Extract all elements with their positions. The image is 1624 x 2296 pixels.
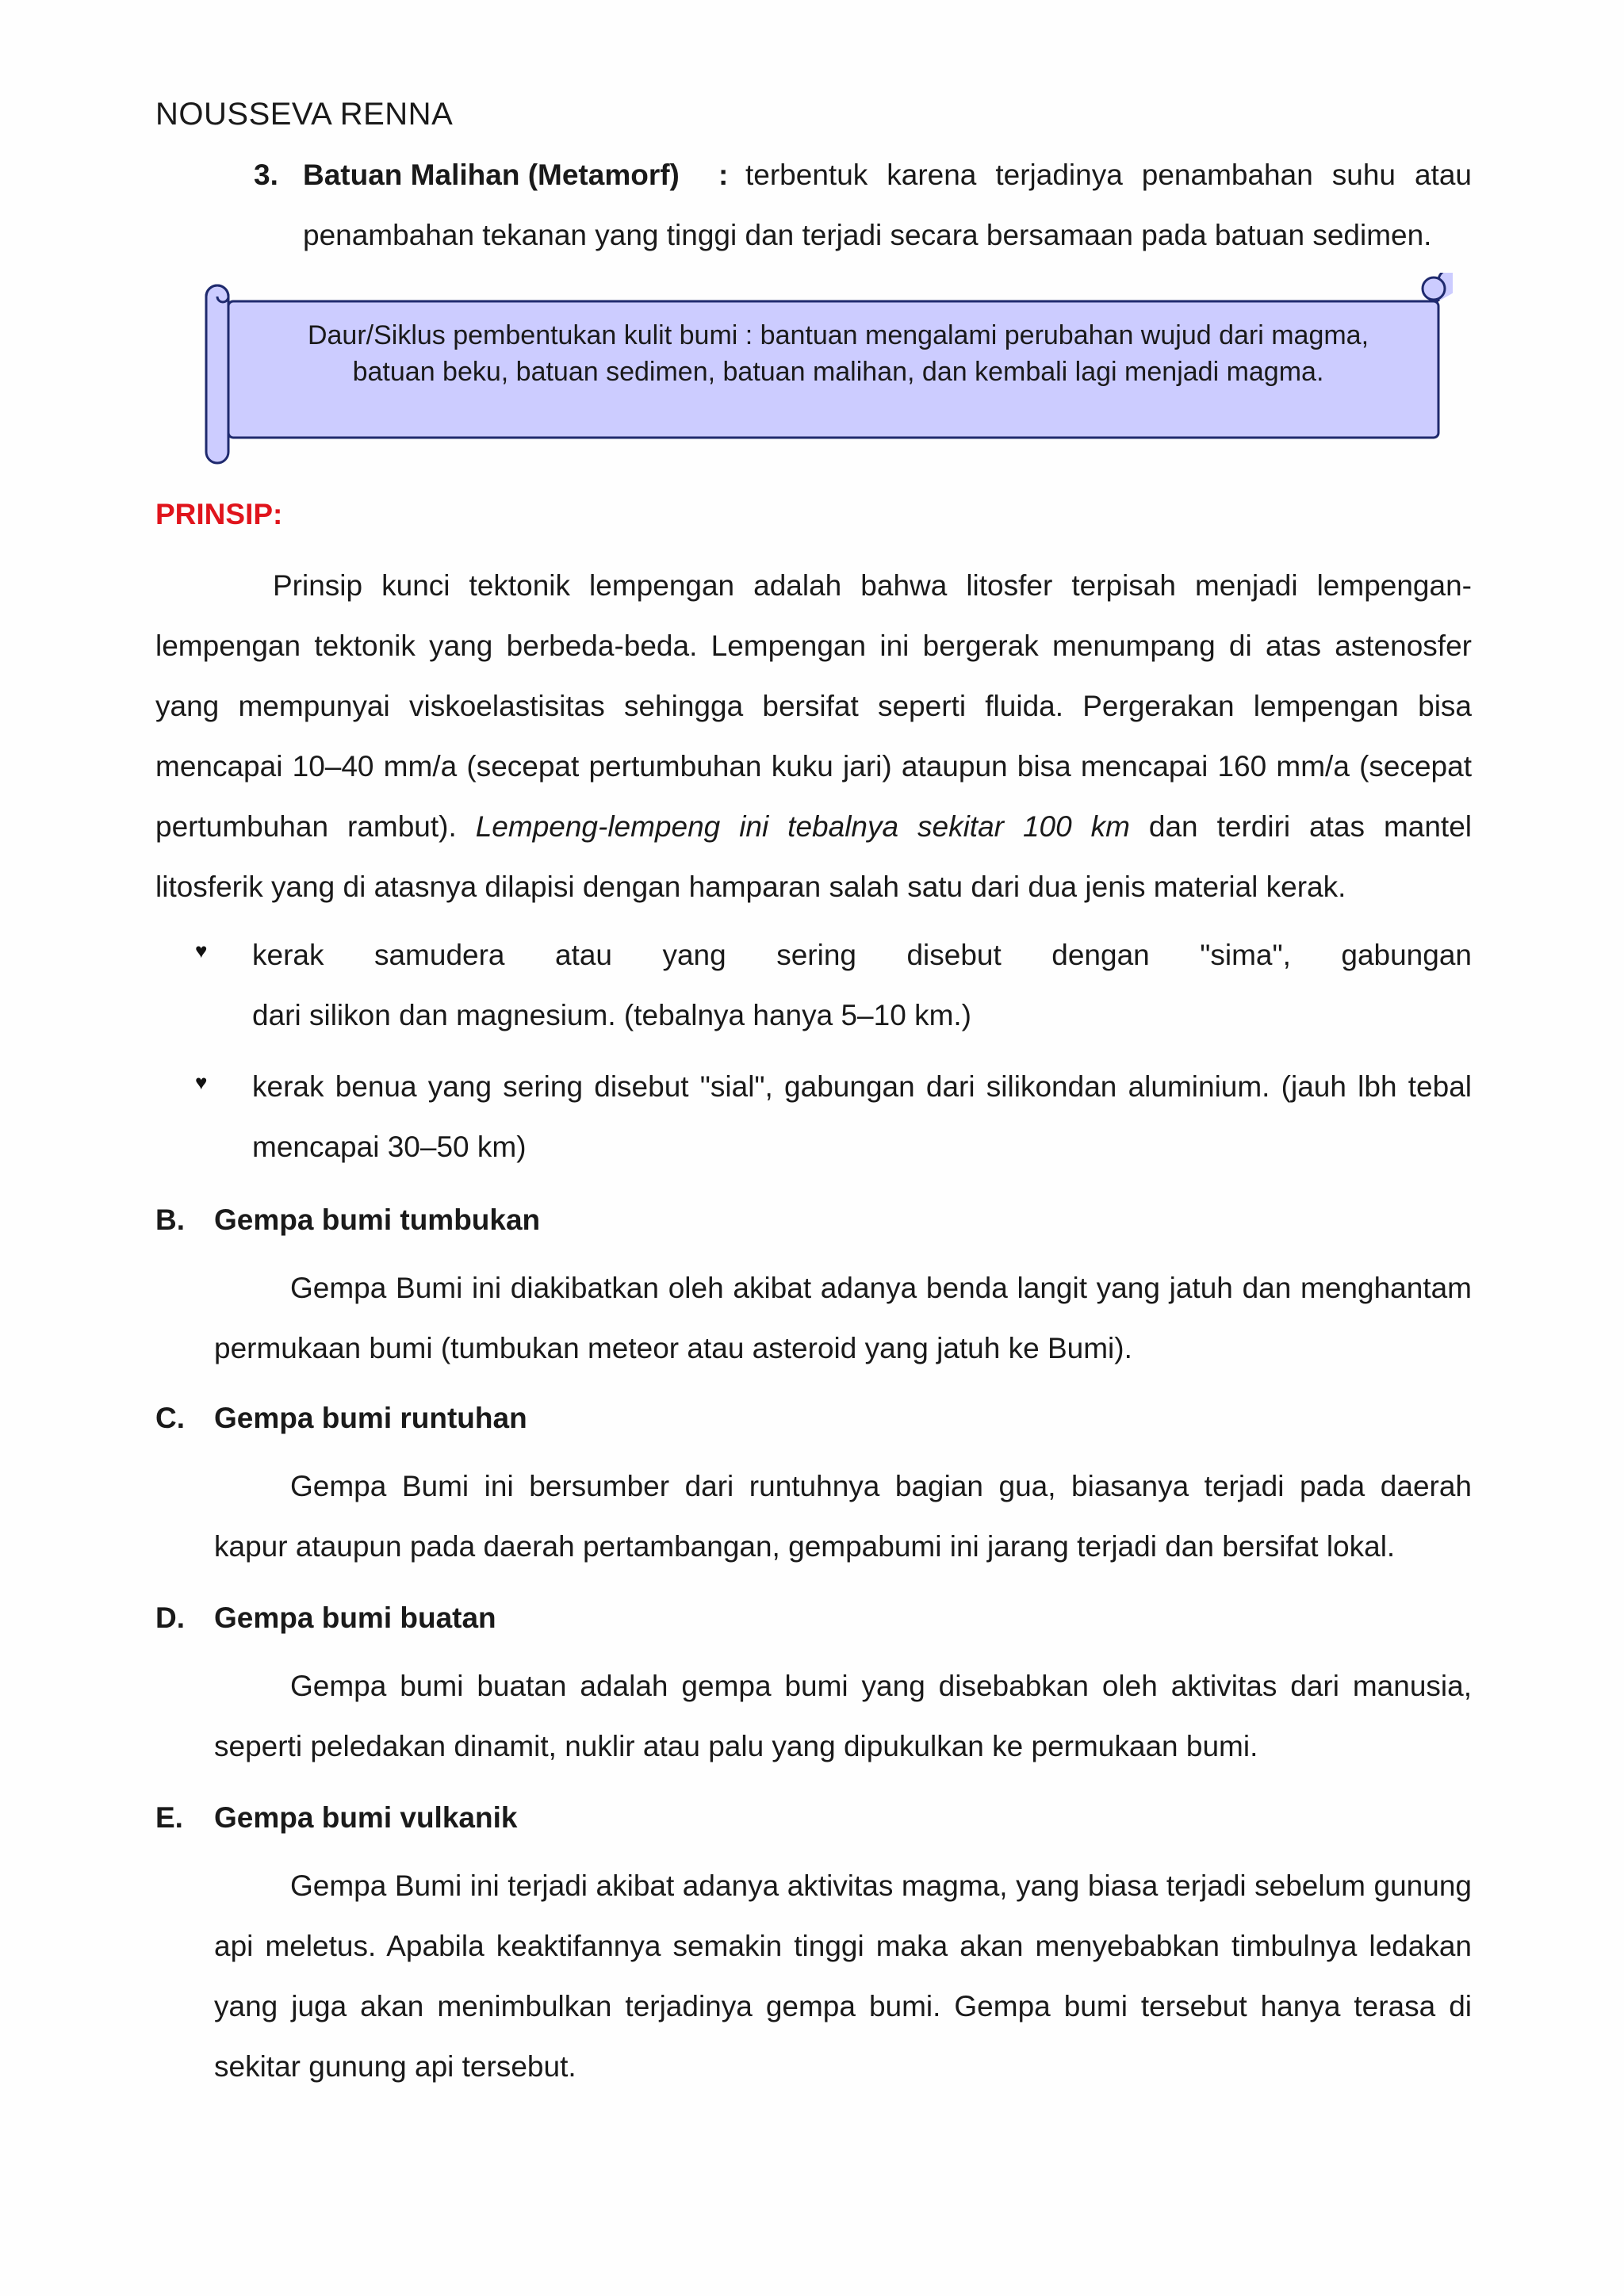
bullet-2-line-1: kerak benua yang sering disebut "sial", gabungan dari silikondan aluminium. (jauh lbh tebal	[252, 1070, 1472, 1103]
heart-bullet-icon: ♥	[195, 939, 208, 962]
scroll-callout-text	[255, 317, 1421, 390]
section-b-letter: B.	[155, 1203, 185, 1236]
item3-colon: :	[718, 159, 729, 191]
section-e-line-1: Gempa Bumi ini terjadi akibat adanya aktivitas magma, yang biasa terjadi sebelum gunung	[290, 1869, 1472, 1902]
prinsip-heading: PRINSIP:	[155, 498, 283, 530]
section-c-letter: C.	[155, 1402, 185, 1434]
prinsip-line-3: yang mempunyai viskoelastisitas sehingga bersifat seperti fluida. Pergerakan lempengan bisa	[155, 690, 1472, 722]
section-e-letter: E.	[155, 1801, 183, 1834]
section-b-line-2: permukaan bumi (tumbukan meteor atau asteroid yang jatuh ke Bumi).	[214, 1332, 1132, 1364]
section-c-title: Gempa bumi runtuhan	[214, 1402, 527, 1434]
section-d-line-1: Gempa bumi buatan adalah gempa bumi yang disebabkan oleh aktivitas dari manusia,	[290, 1670, 1472, 1702]
section-d-title: Gempa bumi buatan	[214, 1601, 496, 1634]
bullet-2-line-2: mencapai 30–50 km)	[252, 1131, 527, 1163]
item3-term: Batuan Malihan (Metamorf)	[303, 159, 680, 191]
section-d-line-2: seperti peledakan dinamit, nuklir atau palu yang dipukulkan ke permukaan bumi.	[214, 1730, 1258, 1762]
author-header: NOUSSEVA RENNA	[155, 97, 454, 132]
section-b-title: Gempa bumi tumbukan	[214, 1203, 541, 1236]
item3-definition-line2: penambahan tekanan yang tinggi dan terjadi secara bersamaan pada batuan sedimen.	[303, 219, 1432, 251]
section-c-line-1: Gempa Bumi ini bersumber dari runtuhnya bagian gua, biasanya terjadi pada daerah	[290, 1470, 1472, 1502]
prinsip-line-4: mencapai 10–40 mm/a (secepat pertumbuhan kuku jari) ataupun bisa mencapai 160 mm/a (secepat	[155, 750, 1472, 783]
prinsip-line-5-a: pertumbuhan rambut).	[155, 810, 457, 843]
section-d-letter: D.	[155, 1601, 185, 1634]
scroll-line-2: batuan beku, batuan sedimen, batuan malihan, dan kembali lagi menjadi magma.	[352, 357, 1324, 387]
section-e-line-2: api meletus. Apabila keaktifannya semakin tinggi maka akan menyebabkan timbulnya ledakan	[214, 1930, 1472, 1962]
item3-number: 3.	[254, 159, 278, 191]
prinsip-line-2: lempengan tektonik yang berbeda-beda. Lempengan ini bergerak menumpang di atas astenosfer	[155, 629, 1472, 662]
prinsip-line-1: Prinsip kunci tektonik lempengan adalah bahwa litosfer terpisah menjadi lempengan-	[273, 569, 1472, 602]
scroll-line-1: Daur/Siklus pembentukan kulit bumi : bantuan mengalami perubahan wujud dari magma,	[307, 320, 1369, 350]
scroll-callout	[200, 273, 1453, 468]
prinsip-line-5-b: dan terdiri atas mantel	[1148, 810, 1472, 843]
bullet-1-line-1: kerak samudera atau yang sering disebut dengan "sima", gabungan	[252, 939, 1472, 971]
section-e-line-4: sekitar gunung api tersebut.	[214, 2050, 576, 2083]
prinsip-line-5	[155, 810, 1472, 844]
bullet-1-line-2: dari silikon dan magnesium. (tebalnya hanya 5–10 km.)	[252, 999, 971, 1031]
item3-definition-line1: terbentuk karena terjadinya penambahan suhu atau	[745, 159, 1472, 191]
section-e-title: Gempa bumi vulkanik	[214, 1801, 518, 1834]
section-e-line-3: yang juga akan menimbulkan terjadinya gempa bumi. Gempa bumi tersebut hanya terasa di	[214, 1990, 1472, 2022]
section-c-line-2: kapur ataupun pada daerah pertambangan, gempabumi ini jarang terjadi dan bersifat lokal.	[214, 1530, 1396, 1563]
section-b-line-1: Gempa Bumi ini diakibatkan oleh akibat adanya benda langit yang jatuh dan menghantam	[290, 1272, 1472, 1304]
prinsip-line-6: litosferik yang di atasnya dilapisi dengan hamparan salah satu dari dua jenis material kerak.	[155, 871, 1346, 903]
heart-bullet-icon: ♥	[195, 1070, 208, 1094]
prinsip-line-5-italic: Lempeng-lempeng ini tebalnya sekitar 100 km	[475, 810, 1130, 843]
